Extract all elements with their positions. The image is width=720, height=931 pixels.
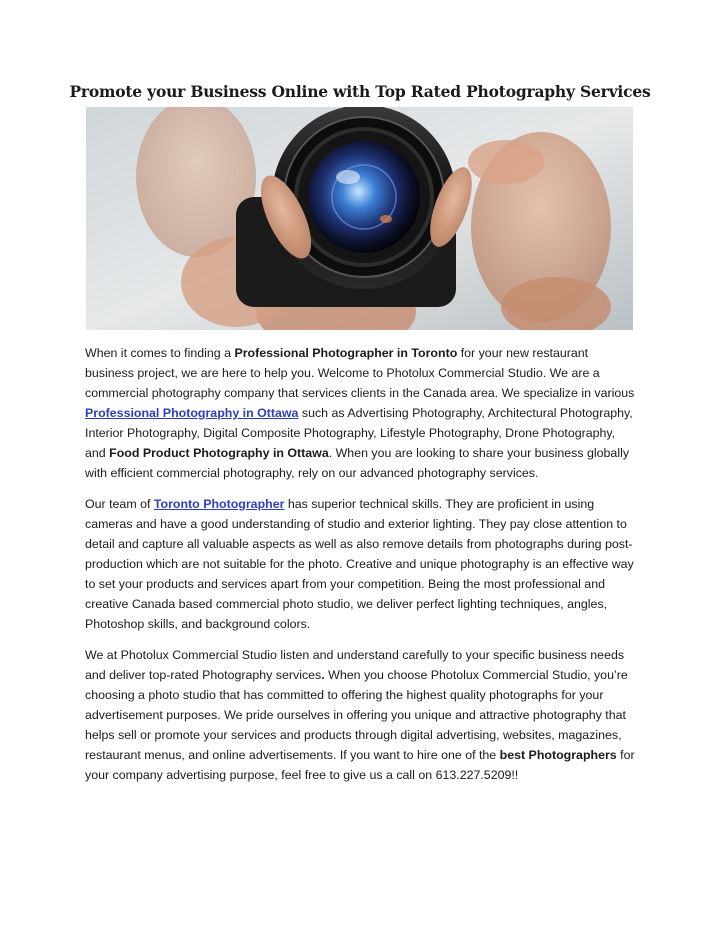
article-body	[85, 343, 637, 796]
text-segment: When it comes to finding a	[85, 346, 235, 360]
paragraph-2	[85, 494, 637, 634]
paragraph-1	[85, 343, 637, 483]
text-segment: such as Advertising Photography, Architectural Photography, Interior Photography, Digital Composite Photography, Lifestyle Photography, Drone Photography, and	[85, 406, 633, 460]
link-professional-photography-ottawa[interactable]: Professional Photography in Ottawa	[85, 406, 299, 420]
keyword-bold: .	[321, 668, 325, 682]
page-title: Promote your Business Online with Top Rated Photography Services	[69, 82, 651, 101]
hero-image	[86, 107, 633, 330]
keyword-bold: best Photographers	[499, 748, 617, 762]
text-segment: We at Photolux Commercial Studio listen and understand carefully to your specific business needs and deliver top-rated Photography services	[85, 648, 625, 682]
text-segment: for your new restaurant business project, we are here to help you. Welcome to Photolux Commercial Studio. We are a commercial photography company that services clients in the Canada area. We specialize in various	[85, 346, 635, 400]
paragraph-3	[85, 645, 637, 785]
text-segment: for your company advertising purpose, feel free to give us a call on 613.227.5209!!	[85, 748, 635, 782]
text-segment: . When you are looking to share your business globally with efficient commercial photography, rely on our advanced photography services.	[85, 446, 630, 480]
text-segment: When you choose Photolux Commercial Studio, you’re choosing a photo studio that has committed to offering the highest quality photographs for your advertisement purposes. We pride ourselves in offering you unique and attractive photography that helps sell or promote your services and products through digital advertising, websites, magazines, restaurant menus, and online advertisements. If you want to hire one of the	[85, 668, 628, 762]
text-segment: has superior technical skills. They are proficient in using cameras and have a good understanding of studio and exterior lighting. They pay close attention to detail and capture all valuable aspects as well as also remove details from photographs during post-production which are not suitable for the photo. Creative and unique photography is an effective way to set your products and services apart from your competition. Being the most professional and creative Canada based commercial photo studio, we deliver perfect lighting techniques, angles, Photoshop skills, and background colors.	[85, 497, 634, 631]
text-segment: Our team of	[85, 497, 154, 511]
keyword-bold: Professional Photographer in Toronto	[234, 346, 458, 360]
camera-lens-photo	[86, 107, 633, 330]
link-toronto-photographer[interactable]: Toronto Photographer	[153, 497, 285, 511]
keyword-bold: Food Product Photography in Ottawa	[109, 446, 329, 460]
